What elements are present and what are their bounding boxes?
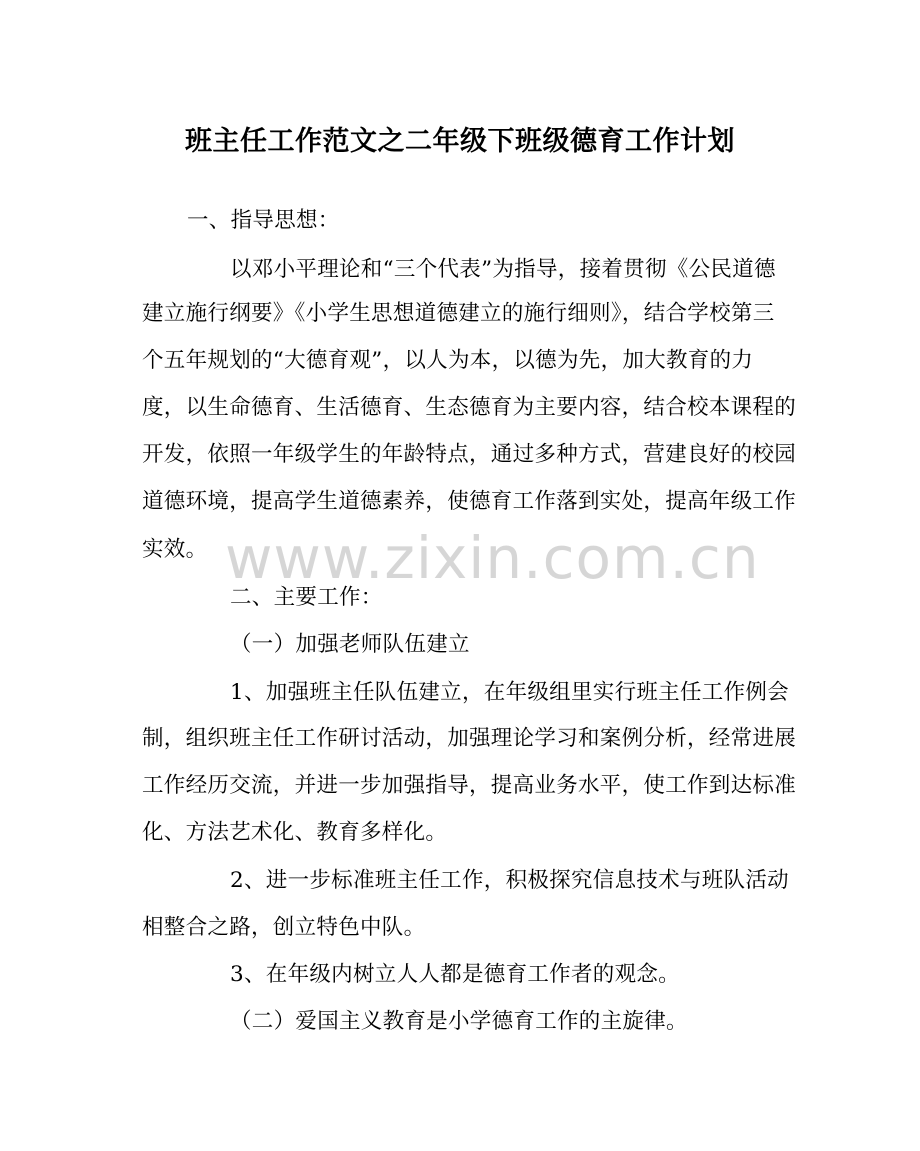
paragraph-line: 1、加强班主任队伍建立，在年级组里实行班主任工作例会 [230,680,789,705]
paragraph-line: 个五年规划的“大德育观”，以人为本，以德为先，加大教育的力 [142,348,754,373]
paragraph-line: 以邓小平理论和“三个代表”为指导，接着贯彻《公民道德 [230,257,776,282]
paragraph-line: 2、进一步标准班主任工作，积极探究信息技术与班队活动 [230,868,789,893]
paragraph-line: 实效。 [142,537,208,562]
watermark: www.zixin.com.cn [225,524,760,592]
paragraph-line: 3、在年级内树立人人都是德育工作者的观念。 [230,962,680,987]
paragraph-line: 相整合之路，创立特色中队。 [142,915,426,940]
section-heading: 一、指导思想： [187,208,340,233]
paragraph-line: 制，组织班主任工作研讨活动，加强理论学习和案例分析，经常进展 [142,726,797,751]
paragraph-line: 开发，依照一年级学生的年龄特点，通过多种方式，营建良好的校园 [142,442,797,467]
document-title: 班主任工作范文之二年级下班级德育工作计划 [185,126,735,157]
paragraph-line: 化、方法艺术化、教育多样化。 [142,820,448,845]
subsection-heading: （一）加强老师队伍建立 [230,632,470,657]
paragraph-line: 建立施行纲要》《小学生思想道德建立的施行细则》，结合学校第三 [142,301,775,326]
paragraph-line: 道德环境，提高学生道德素养，使德育工作落到实处，提高年级工作 [142,489,797,514]
subsection-heading: （二）爱国主义教育是小学德育工作的主旋律。 [230,1009,688,1034]
paragraph-line: 工作经历交流，并进一步加强指导，提高业务水平，使工作到达标准 [142,773,797,798]
paragraph-line: 度，以生命德育、生活德育、生态德育为主要内容，结合校本课程的 [142,395,797,420]
section-heading: 二、主要工作： [230,585,383,610]
